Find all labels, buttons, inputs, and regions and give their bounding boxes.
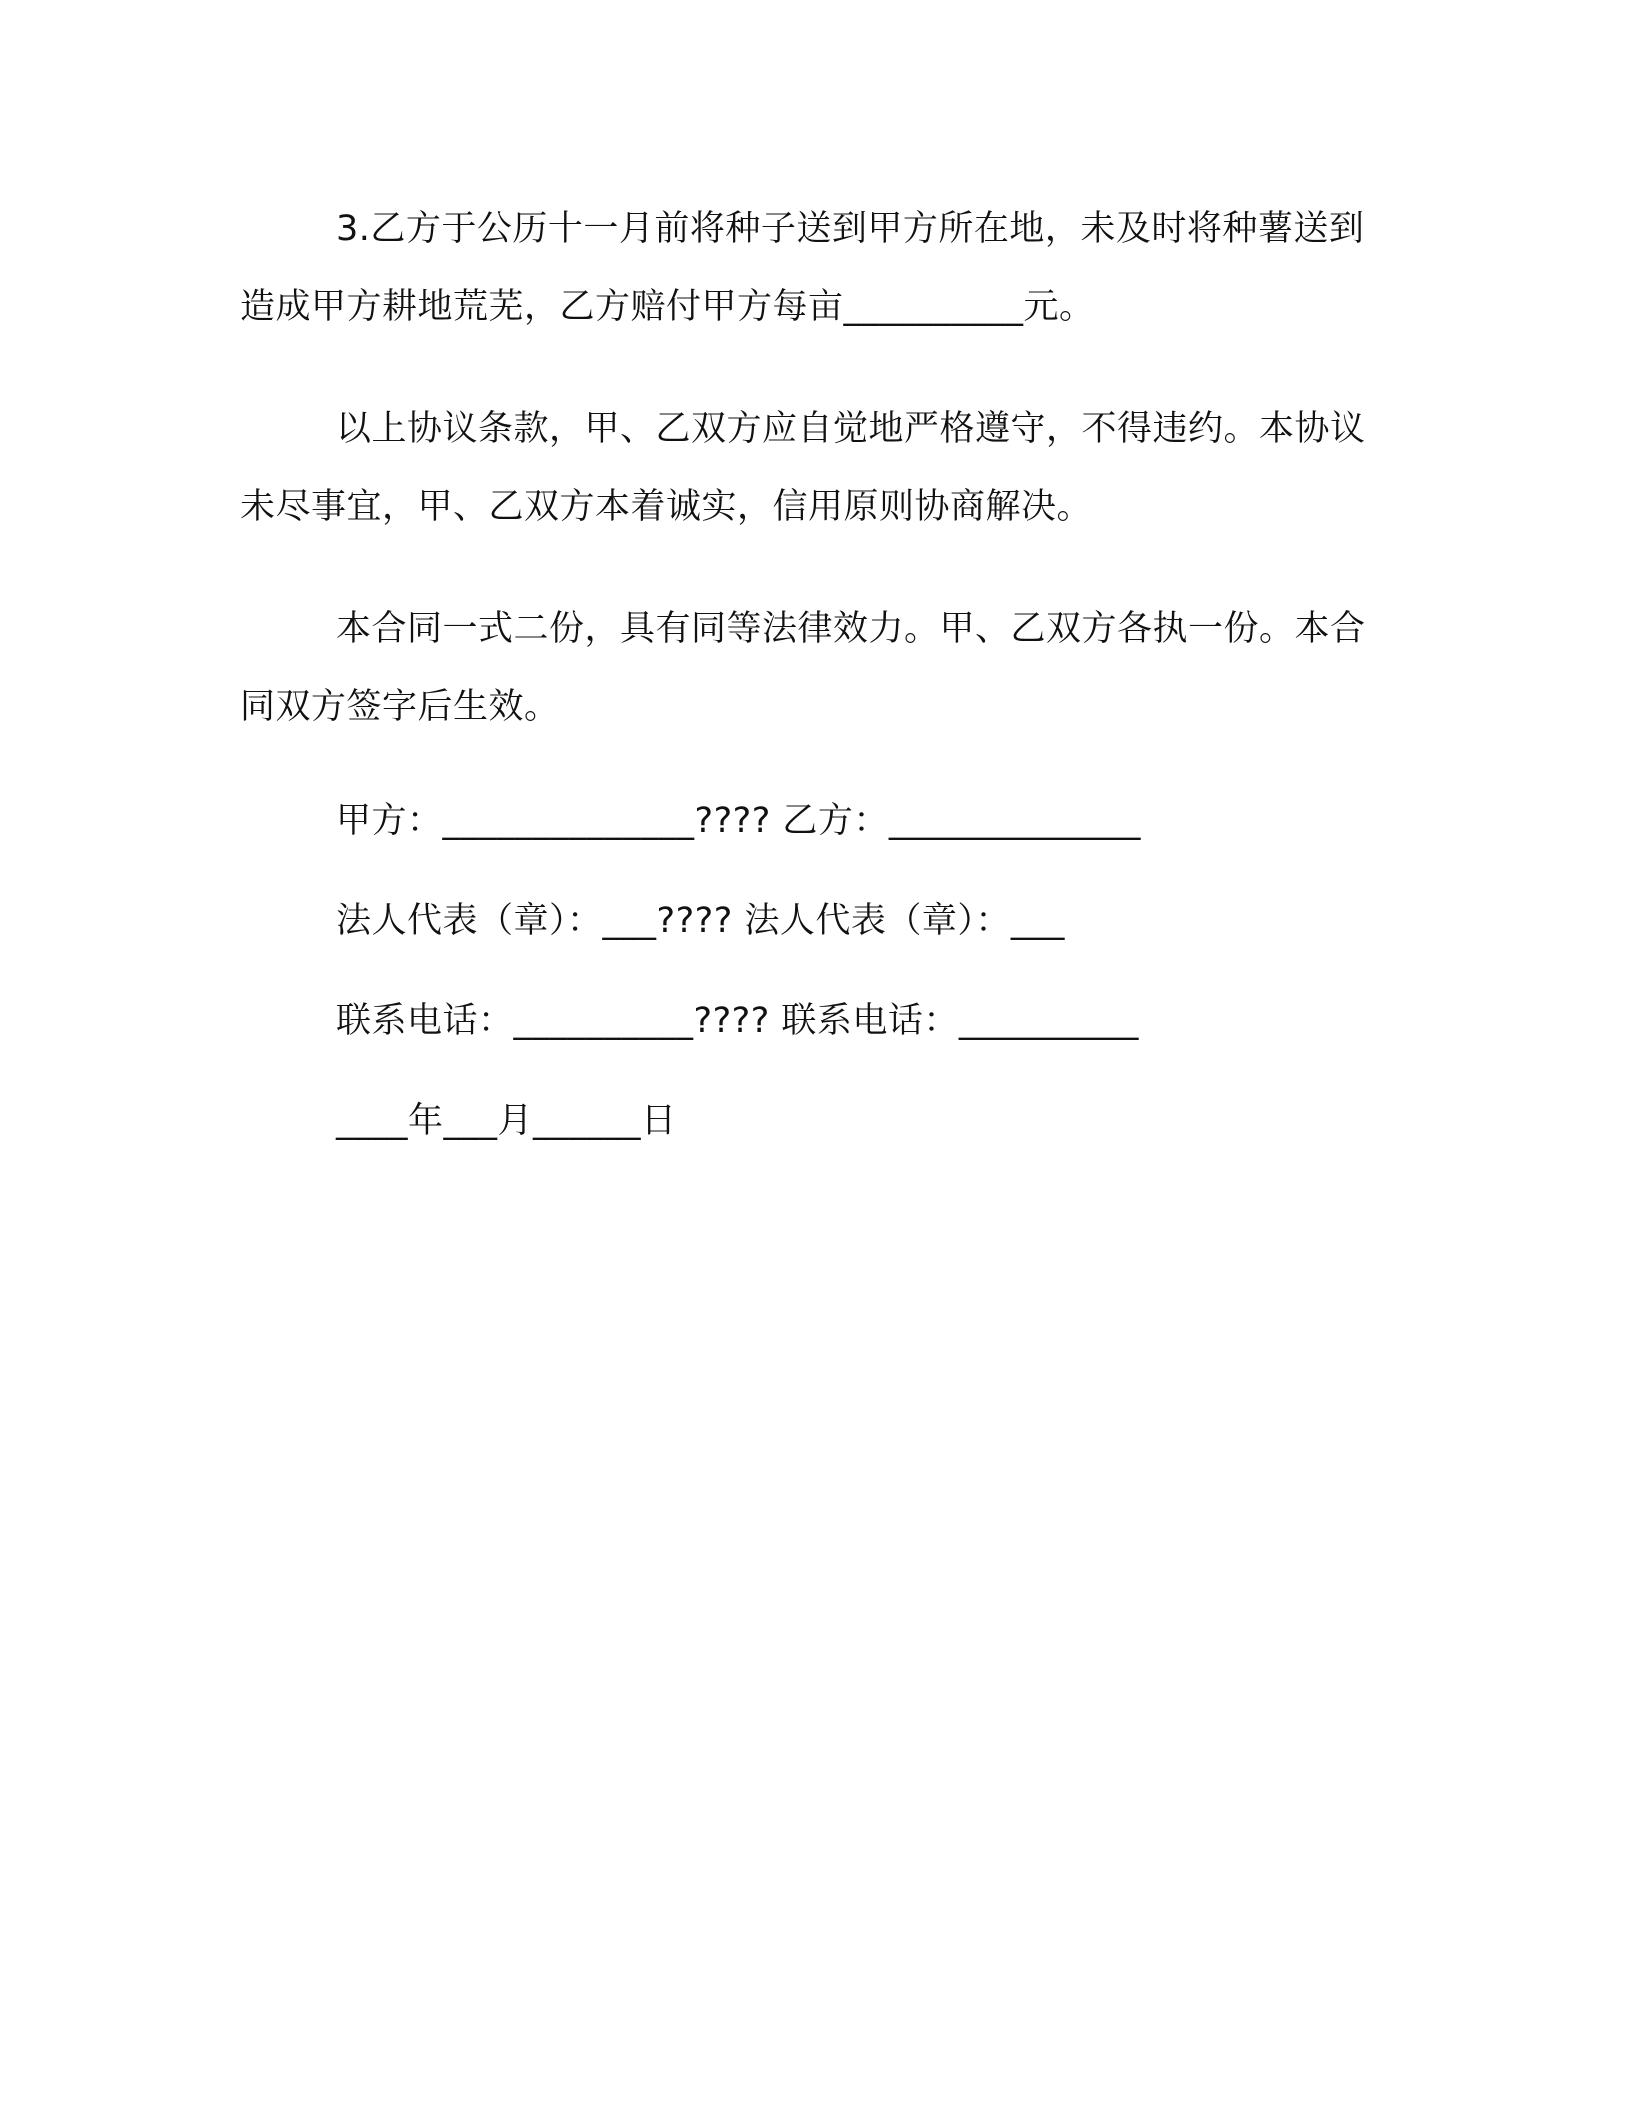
signature-block <box>240 790 1370 1152</box>
legal-representative-line: 法人代表（章）：___???? 法人代表（章）：___ <box>336 901 1065 941</box>
party-names-line: 甲方：______________???? 乙方：______________ <box>336 801 1141 841</box>
document-body <box>240 190 1370 1190</box>
contact-phone-line: 联系电话：__________???? 联系电话：__________ <box>336 1001 1139 1041</box>
validity-paragraph: 本合同一式二份，具有同等法律效力。甲、乙双方各执一份。本合同双方签字后生效。 <box>240 609 1366 727</box>
clause-paragraph-3: 3.乙方于公历十一月前将种子送到甲方所在地，未及时将种薯送到造成甲方耕地荒芜，乙方赔付甲方每亩__________元。 <box>240 209 1365 327</box>
compliance-paragraph: 以上协议条款，甲、乙双方应自觉地严格遵守，不得违约。本协议未尽事宜，甲、乙双方本着诚实，信用原则协商解决。 <box>240 409 1366 527</box>
date-line: ____年___月______日 <box>336 1101 677 1141</box>
